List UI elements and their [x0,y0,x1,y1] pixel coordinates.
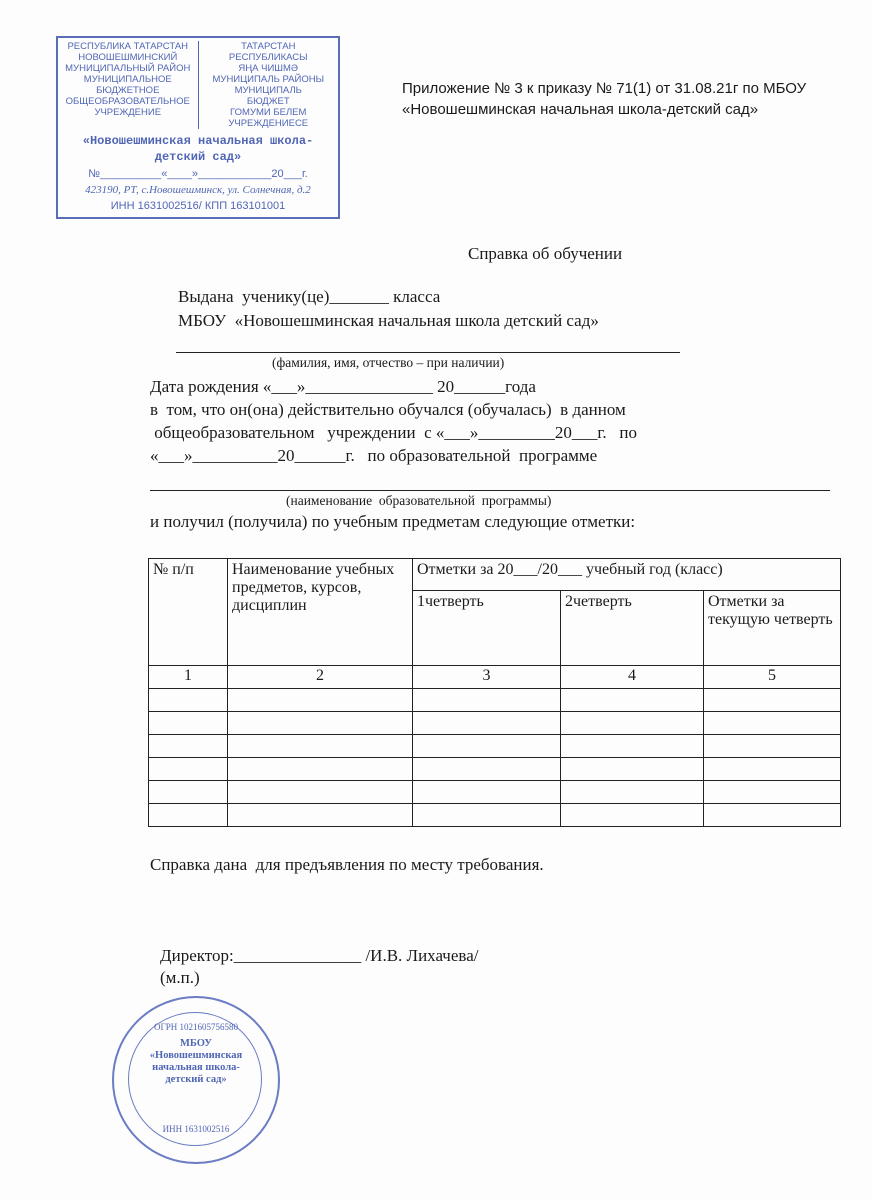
stamp-line: УЧРЕЖДЕНИЕ [94,107,162,118]
table-cell[interactable] [561,712,704,735]
table-row [149,758,841,781]
given-note: Справка дана для предъявления по месту требования. [150,855,544,874]
header-marks: Отметки за 20___/20___ учебный год (класс) [413,559,841,591]
document-title: Справка об обучении [468,244,623,263]
table-row [149,735,841,758]
table-cell[interactable] [561,781,704,804]
stamp-left-column [58,41,199,129]
header-current: Отметки за текущую четверть [704,591,841,666]
table-cell[interactable] [149,735,228,758]
table-cell[interactable] [228,735,413,758]
table-cell[interactable] [561,735,704,758]
table-cell[interactable] [413,781,561,804]
table-cell[interactable] [413,712,561,735]
table-cell[interactable] [704,781,841,804]
stamp-line: УЧРЕЖДЕНИЕСЕ [228,118,309,129]
line-birth: Дата рождения «___»_______________ 20______года [150,377,536,396]
line-institution: общеобразовательном учреждении с «___»_________20___г. по [150,423,638,442]
stamp-line: МУНИЦИПАЛЬ [234,85,302,96]
table-cell[interactable] [561,804,704,827]
stamp-line: ЯҢА ЧИШМӘ [238,63,299,74]
table-cell[interactable] [704,735,841,758]
stamp-number-line: №__________«____»____________20___г. [88,168,308,180]
marks-table [148,558,841,827]
table-row [149,689,841,712]
round-seal [112,996,280,1164]
stamp-line: ГОМУМИ БЕЛЕМ [230,107,307,118]
stamp-line: НОВОШЕШМИНСКИЙ [78,52,178,63]
stamp-name: «Новошешминская начальная школа-детский сад» [82,134,314,164]
line-studied: в том, что он(она) действительно обучался (обучалась) в данном [150,400,626,419]
line-school: МБОУ «Новошешминская начальная школа детский сад» [178,311,599,330]
header-subject: Наименование учебных предметов, курсов, дисциплин [228,559,413,666]
line-program: «___»__________20______г. по образовательной программе [150,446,598,465]
table-cell[interactable] [228,758,413,781]
table-cell[interactable] [413,804,561,827]
table-cell[interactable] [228,689,413,712]
header-q2: 2четверть [561,591,704,666]
institution-stamp [56,36,340,219]
stamp-line: МУНИЦИПАЛЬ РАЙОНЫ [212,74,324,85]
stamp-address: 423190, РТ, с.Новошешминск, ул. Солнечная, д.2 [85,184,311,196]
table-cell[interactable] [228,712,413,735]
col-number: 1 [149,666,228,689]
col-number: 4 [561,666,704,689]
table-cell[interactable] [704,689,841,712]
line-marks-intro: и получил (получила) по учебным предметам следующие отметки: [150,512,636,531]
seal-ogrn: ОГРН 1021605756580 [154,1022,238,1032]
table-row [149,781,841,804]
table-cell[interactable] [149,689,228,712]
table-cell[interactable] [228,804,413,827]
table-cell[interactable] [561,758,704,781]
line-issued: Выдана ученику(це)_______ класса [178,287,441,306]
stamp-line: РЕСПУБЛИКА ТАТАРСТАН [67,41,189,52]
stamp-inn: ИНН 1631002516/ КПП 163101001 [110,200,286,212]
table-cell[interactable] [704,758,841,781]
appendix-note: Приложение № 3 к приказу № 71(1) от 31.08.21г по МБОУ «Новошешминская начальная школа-детский сад» [402,80,807,118]
director-signature-line: Директор:_______________ /И.В. Лихачева/ [160,946,479,965]
stamp-line: БЮДЖЕТНОЕ [96,85,160,96]
table-cell[interactable] [561,689,704,712]
program-caption: (наименование образовательной программы) [286,493,552,508]
table-cell[interactable] [413,758,561,781]
table-cell[interactable] [149,712,228,735]
stamp-line: ТАТАРСТАН РЕСПУБЛИКАСЫ [228,41,308,63]
table-cell[interactable] [149,781,228,804]
table-cell[interactable] [149,758,228,781]
col-number: 3 [413,666,561,689]
col-number: 2 [228,666,413,689]
stamp-line: ОБЩЕОБРАЗОВАТЕЛЬНОЕ [65,96,190,107]
col-number: 5 [704,666,841,689]
seal-text: МБОУ «Новошешминская начальная школа-детский сад» [149,1038,243,1085]
stamp-line: МУНИЦИПАЛЬНЫЙ РАЙОН [65,63,191,74]
header-num: № п/п [149,559,228,666]
table-cell[interactable] [704,804,841,827]
table-cell[interactable] [704,712,841,735]
table-cell[interactable] [149,804,228,827]
stamp-line: БЮДЖЕТ [246,96,290,107]
table-cell[interactable] [413,735,561,758]
fio-caption: (фамилия, имя, отчество – при наличии) [272,355,505,370]
seal-inn: ИНН 1631002516 [162,1124,230,1134]
header-q1: 1четверть [413,591,561,666]
table-row [149,804,841,827]
stamp-line: МУНИЦИПАЛЬНОЕ [83,74,172,85]
table-row [149,712,841,735]
seal-place-label: (м.п.) [160,968,200,987]
table-cell[interactable] [228,781,413,804]
stamp-right-column [199,41,339,129]
table-cell[interactable] [413,689,561,712]
